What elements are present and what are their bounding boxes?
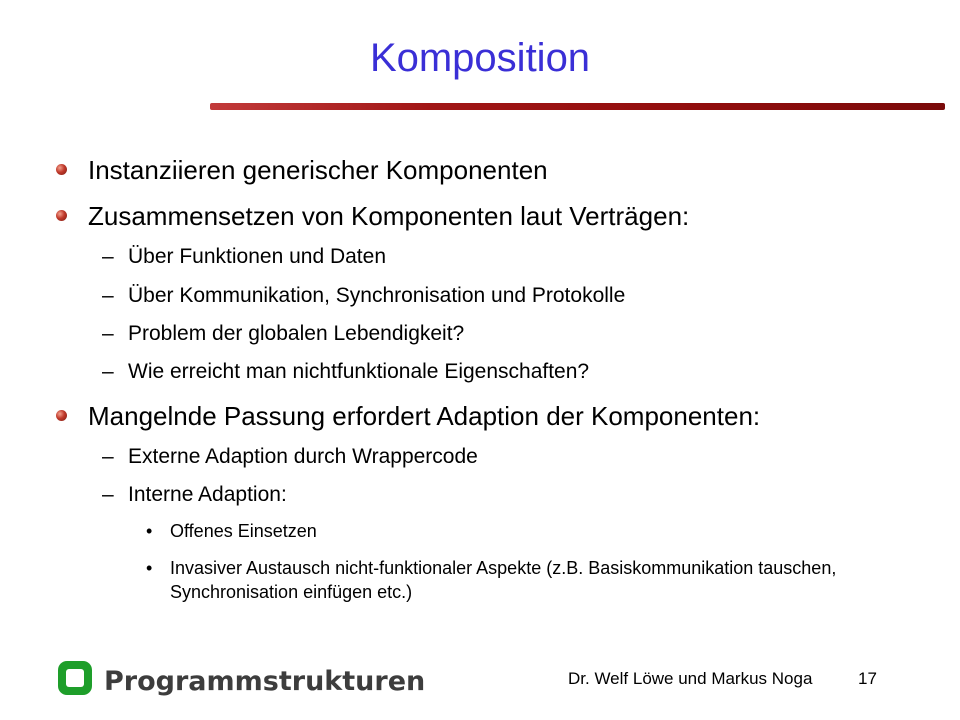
bullet-text: Mangelnde Passung erfordert Adaption der Komponenten: [88, 401, 761, 431]
slide-title: Komposition [369, 36, 591, 80]
sub-bullet-text: Interne Adaption: [128, 483, 287, 506]
dash-marker: – [102, 483, 114, 506]
programmstrukturen-logo [54, 656, 426, 702]
sub-sub-bullet-text: Invasiver Austausch nicht-funktionaler Aspekte (z.B. Basiskommunikation tauschen, Synchronisation einfügen etc.) [170, 558, 837, 602]
bullet-item [88, 155, 548, 186]
footer-authors: Dr. Welf Löwe und Markus Noga [568, 669, 813, 688]
dash-marker: – [102, 245, 114, 268]
title-underline [210, 103, 945, 110]
bullet-item [88, 201, 689, 232]
dash-marker: – [102, 445, 114, 468]
logo-text: Programmstrukturen [104, 666, 426, 697]
dot-marker: • [146, 521, 153, 541]
dot-marker: • [146, 558, 153, 578]
bullet-text: Instanziieren generischer Komponenten [88, 155, 548, 185]
sub-sub-bullet-text: Offenes Einsetzen [170, 521, 317, 541]
bullet-text: Zusammensetzen von Komponenten laut Verträgen: [88, 201, 690, 231]
page-number: 17 [858, 669, 877, 688]
bullet-icon [56, 410, 67, 421]
bullet-icon [56, 164, 67, 175]
bullet-icon [56, 210, 67, 221]
dash-marker: – [102, 360, 114, 383]
sub-bullet-text: Über Funktionen und Daten [128, 245, 386, 268]
dash-marker: – [102, 284, 114, 307]
sub-bullet-text: Externe Adaption durch Wrappercode [128, 445, 478, 468]
sub-bullet-text: Über Kommunikation, Synchronisation und Protokolle [128, 284, 626, 307]
sub-bullet-text: Wie erreicht man nichtfunktionale Eigenschaften? [128, 360, 590, 383]
bullet-item [88, 401, 760, 432]
dash-marker: – [102, 322, 114, 345]
sub-bullet-text: Problem der globalen Lebendigkeit? [128, 322, 465, 345]
